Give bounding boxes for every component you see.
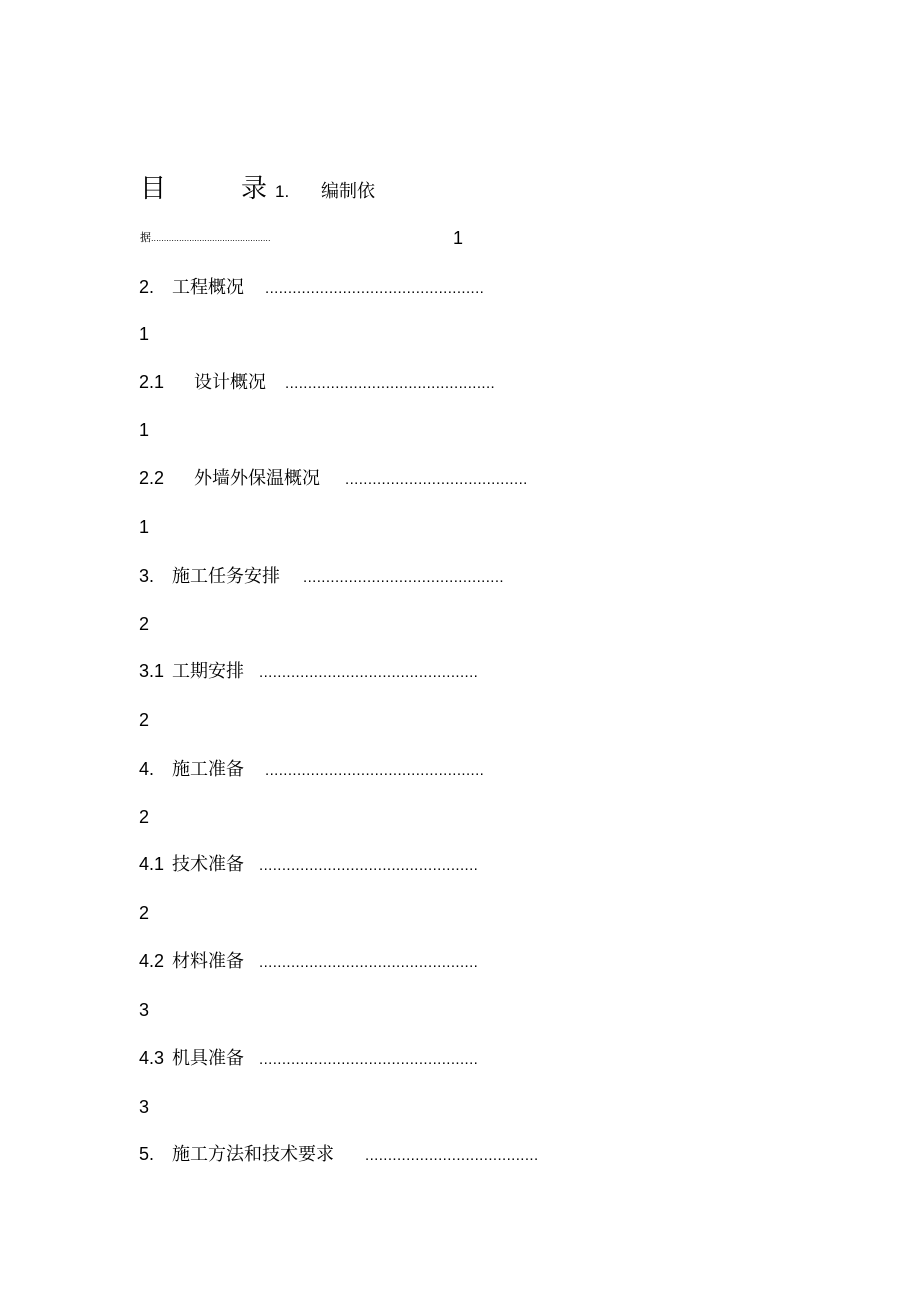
toc-entry-title: 工期安排 — [172, 661, 244, 682]
toc-entry-number: 4.2 — [139, 951, 165, 971]
toc-entry-leader: ................................................ — [265, 762, 485, 779]
toc-entry-leader: ................................................ — [259, 857, 479, 874]
toc-entry-3-page: 2 — [139, 614, 150, 634]
toc-entry-number: 2.1 — [139, 372, 165, 392]
toc-entry-1-number: 1. — [275, 182, 290, 201]
toc-entry-4-page: 2 — [139, 807, 150, 827]
toc-entry-title: 机具准备 — [172, 1048, 244, 1069]
toc-entry-2-2-page: 1 — [139, 517, 150, 537]
toc-entry-leader: ................................................ — [259, 1051, 479, 1068]
toc-entry-2 — [139, 278, 484, 297]
toc-entry-number: 2.2 — [139, 468, 165, 488]
toc-entry-3 — [139, 567, 504, 586]
toc-entry-title: 施工任务安排 — [172, 566, 280, 587]
toc-entry-2-page: 1 — [139, 324, 150, 344]
toc-entry-leader: ................................................ — [259, 664, 479, 681]
toc-entry-2-2 — [139, 469, 528, 488]
toc-entry-4-3-page: 3 — [139, 1097, 150, 1117]
toc-entry-3-1 — [139, 662, 478, 681]
toc-entry-4-1 — [139, 855, 478, 874]
toc-entry-1-continuation — [140, 232, 271, 243]
toc-heading-char-2: 录 — [241, 174, 268, 204]
toc-entry-number: 4. — [139, 759, 155, 779]
toc-entry-leader: ................................................ — [265, 280, 485, 297]
toc-entry-leader: ............................................ — [303, 569, 504, 586]
toc-entry-number: 4.3 — [139, 1048, 165, 1068]
toc-entry-title: 施工方法和技术要求 — [172, 1144, 334, 1165]
toc-entry-5 — [139, 1145, 539, 1164]
toc-entry-leader: ........................................ — [345, 471, 528, 488]
toc-entry-1-title-part1: 编制依 — [321, 181, 375, 202]
toc-entry-leader: .............................................. — [285, 375, 496, 392]
toc-entry-number: 5. — [139, 1144, 155, 1164]
toc-entry-1-title-part2: 据 — [140, 231, 151, 244]
toc-entry-leader: ................................................ — [259, 954, 479, 971]
toc-entry-4-3 — [139, 1049, 478, 1068]
toc-entry-title: 施工准备 — [172, 759, 244, 780]
toc-entry-4-2-page: 3 — [139, 1000, 150, 1020]
toc-entry-1-page: 1 — [453, 228, 464, 248]
toc-entry-number: 4.1 — [139, 854, 165, 874]
toc-entry-number: 2. — [139, 277, 155, 297]
toc-entry-number: 3. — [139, 566, 155, 586]
toc-entry-4-2 — [139, 952, 478, 971]
toc-entry-title: 工程概况 — [172, 277, 244, 298]
toc-heading-char-1: 目 — [140, 174, 167, 204]
toc-entry-2-1-page: 1 — [139, 420, 150, 440]
toc-entry-number: 3.1 — [139, 661, 165, 681]
toc-entry-3-1-page: 2 — [139, 710, 150, 730]
toc-entry-title: 外墙外保温概况 — [194, 468, 320, 489]
toc-entry-title: 技术准备 — [172, 854, 244, 875]
toc-entry-title: 材料准备 — [172, 951, 244, 972]
toc-entry-leader: ...................................... — [365, 1147, 539, 1164]
toc-entry-2-1 — [139, 373, 495, 392]
toc-entry-title: 设计概况 — [194, 372, 266, 393]
toc-entry-1-leader: ............................................... — [151, 234, 271, 243]
toc-entry-4 — [139, 760, 484, 779]
toc-entry-4-1-page: 2 — [139, 903, 150, 923]
